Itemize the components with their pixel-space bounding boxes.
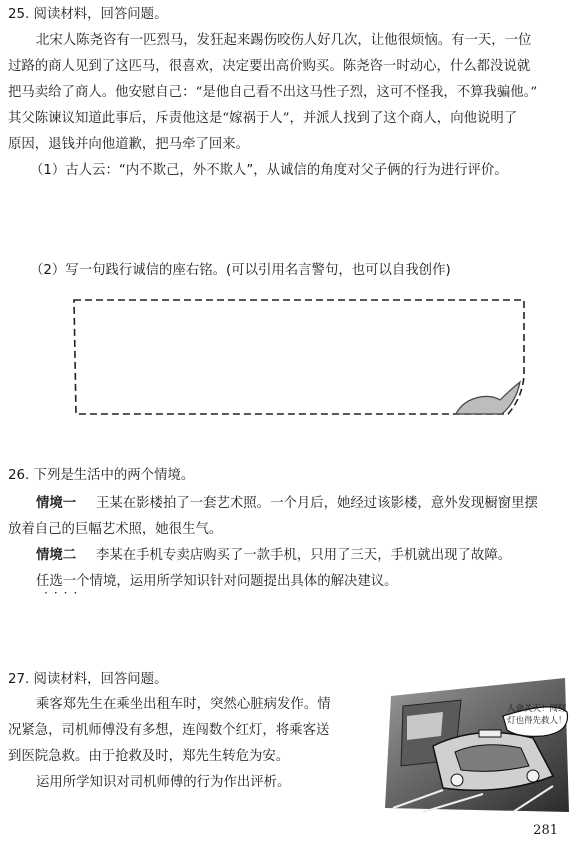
q25-para-line-5: 原因，退钱并向他道歉，把马牵了回来。 — [8, 137, 250, 152]
scene-1-label: 情境一 — [36, 496, 77, 511]
q26-task: 任选一个情境，运用所学知识针对问题提出具体的解决建议。 — [36, 574, 398, 589]
taxi-emergency-illustration — [383, 676, 573, 816]
scene-2-label: 情境二 — [36, 548, 77, 563]
q27-para-line-2: 况紧急，司机师傅没有多想，连闯数个红灯，将乘客送 — [8, 723, 330, 738]
scene-1-text-cont: 放着自己的巨幅艺术照，她很生气。 — [8, 522, 223, 537]
q25-para-line-1: 北宋人陈尧咨有一匹烈马，发狂起来踢伤咬伤人好几次，让他很烦恼。有一天，一位 — [36, 33, 532, 48]
scene-1-text: 王某在影楼拍了一套艺术照。一个月后，她经过该影楼，意外发现橱窗里摆 — [96, 496, 538, 511]
emphasis-dots: ···· — [44, 586, 84, 600]
speech-bubble-text-1: 人命关天！闯红 — [507, 704, 567, 714]
q27-para-line-3: 到医院急救。由于抢救及时，郑先生转危为安。 — [8, 749, 290, 764]
q25-para-line-2: 过路的商人见到了这匹马，很喜欢，决定要出高价购买。陈尧咨一时动心，什么都没说就 — [8, 59, 531, 74]
speech-bubble-text-2: 灯也得先救人！ — [507, 716, 567, 726]
q26-heading: 26. 下列是生活中的两个情境。 — [8, 468, 195, 483]
q25-sub-question-2: （2）写一句践行诚信的座右铭。(可以引用名言警句，也可以自我创作) — [30, 263, 451, 278]
page-number: 281 — [533, 823, 558, 838]
q27-heading: 27. 阅读材料，回答问题。 — [8, 672, 168, 687]
q25-para-line-3: 把马卖给了商人。他安慰自己：“是他自己看不出这马性子烈，这可不怪我，不算我骗他。” — [8, 85, 538, 100]
scene-2-text: 李某在手机专卖店购买了一款手机，只用了三天，手机就出现了故障。 — [96, 548, 512, 563]
q27-para-line-1: 乘客郑先生在乘坐出租车时，突然心脏病发作。情 — [36, 697, 331, 712]
q25-para-line-4: 其父陈谏议知道此事后，斥责他这是“嫁祸于人”，并派人找到了这个商人，向他说明了 — [8, 111, 518, 126]
curled-corner-icon — [456, 382, 520, 414]
q27-task: 运用所学知识对司机师傅的行为作出评析。 — [36, 775, 291, 790]
q25-sub-question-1: （1）古人云：“内不欺己，外不欺人”，从诚信的角度对父子俩的行为进行评价。 — [30, 163, 508, 178]
motto-answer-frame — [70, 294, 530, 424]
q25-heading: 25. 阅读材料，回答问题。 — [8, 7, 168, 22]
